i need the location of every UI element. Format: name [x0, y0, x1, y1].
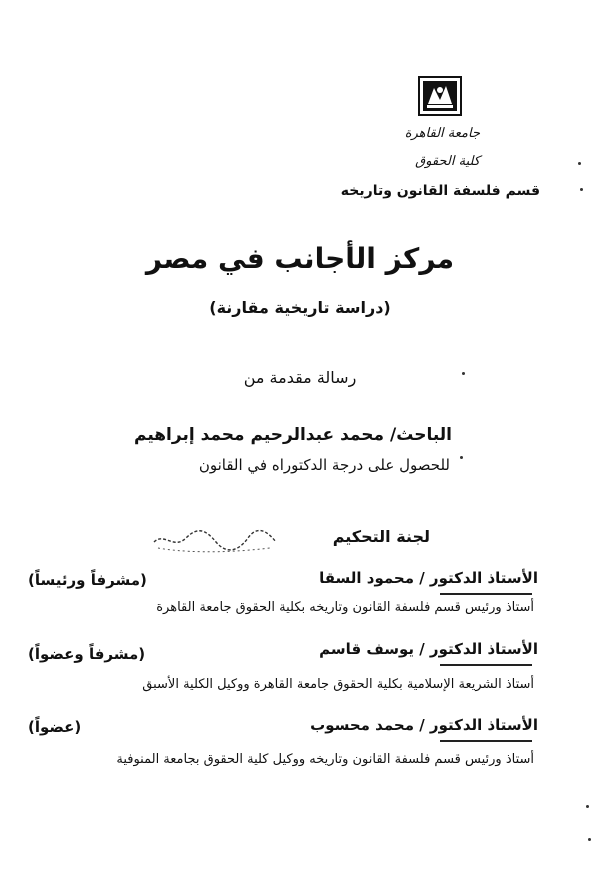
scan-speck — [588, 838, 591, 841]
committee-member-2-name: الأستاذ الدكتور / يوسف قاسم — [319, 640, 538, 658]
committee-member-1-role: (مشرفاً ورئيساً) — [28, 571, 147, 589]
committee-member-2-description: أستاذ الشريعة الإسلامية بكلية الحقوق جامعة القاهرة ووكيل الكلية الأسبق — [142, 677, 534, 692]
scan-speck — [580, 188, 583, 191]
researcher-name: الباحث/ محمد عبدالرحيم محمد إبراهيم — [133, 425, 452, 445]
thesis-title: مركز الأجانب في مصر — [145, 242, 455, 275]
committee-member-1-description: أستاذ ورئيس قسم فلسفة القانون وتاريخه بكلية الحقوق جامعة القاهرة — [156, 600, 534, 615]
committee-member-2-role: (مشرفاً وعضواً) — [28, 645, 146, 663]
scan-speck — [462, 372, 465, 375]
underline — [440, 664, 532, 666]
cairo-university-logo — [418, 76, 462, 116]
scan-speck — [578, 162, 581, 165]
committee-member-3-name: الأستاذ الدكتور / محمد محسوب — [310, 716, 538, 734]
thesis-subtitle: (دراسة تاريخية مقارنة) — [209, 298, 391, 317]
committee-member-3-role: (عضواً) — [28, 718, 82, 736]
department-name: قسم فلسفة القانون وتاريخه — [340, 183, 540, 199]
committee-member-1-name: الأستاذ الدكتور / محمود السقا — [319, 569, 538, 587]
presented-by-label: رسالة مقدمة من — [243, 368, 357, 387]
committee-heading: لجنة التحكيم — [332, 527, 430, 546]
degree-statement: للحصول على درجة الدكتوراه في القانون — [198, 456, 450, 474]
underline — [440, 593, 532, 595]
scan-speck — [586, 805, 589, 808]
scan-speck — [460, 456, 463, 459]
faculty-name: كلية الحقوق — [415, 154, 480, 169]
university-name: جامعة القاهرة — [404, 126, 480, 141]
underline — [440, 740, 532, 742]
handwritten-scribble — [150, 524, 280, 556]
committee-member-3-description: أستاذ ورئيس قسم فلسفة القانون وتاريخه ووكيل كلية الحقوق بجامعة المنوفية — [116, 752, 534, 767]
